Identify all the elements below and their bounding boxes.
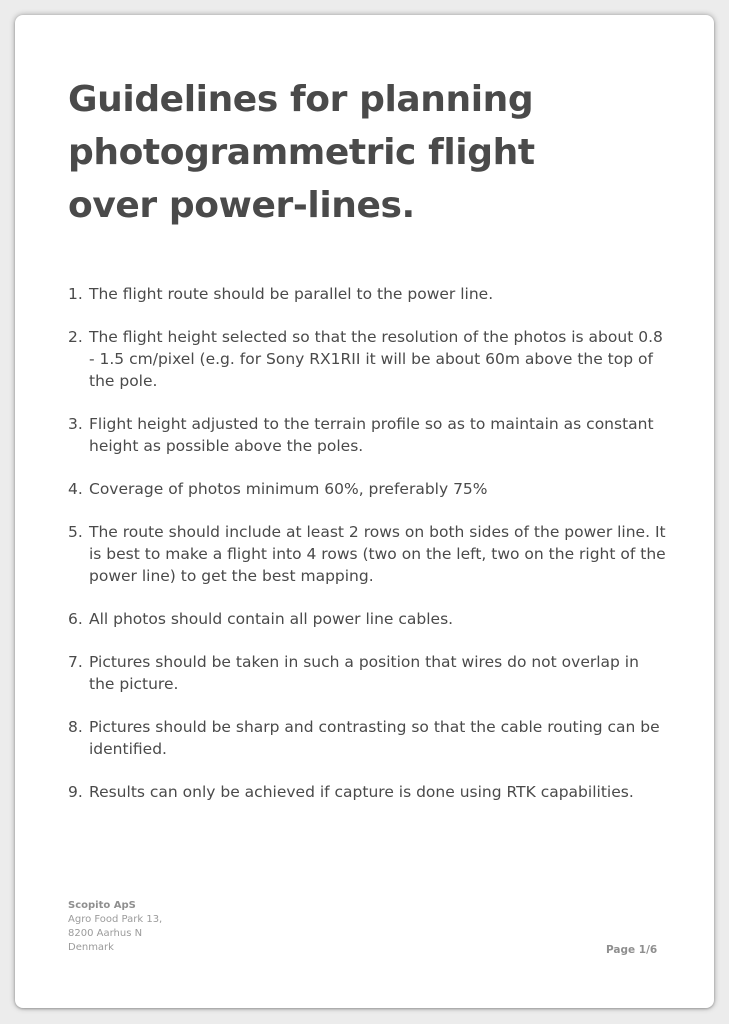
- address-line-1: Agro Food Park 13,: [68, 914, 163, 925]
- page-title: Guidelines for planning photogrammetric flight over power-lines.: [68, 79, 535, 226]
- guideline-number: 4.: [68, 480, 83, 498]
- guideline-text: Flight height adjusted to the terrain profile so as to maintain as constant height as possible above the poles.: [89, 415, 654, 455]
- guideline-5: [68, 521, 668, 587]
- guideline-text: The flight route should be parallel to the power line.: [89, 285, 494, 303]
- address-line-2: 8200 Aarhus N: [68, 928, 143, 939]
- guideline-4: [68, 478, 668, 500]
- guideline-number: 2.: [68, 328, 83, 346]
- company-name: Scopito ApS: [68, 900, 136, 911]
- guideline-text: The route should include at least 2 rows on both sides of the power line. It is best to make a flight into 4 rows (two on the left, two on the right of the power line) to get the best mapping.: [89, 523, 666, 585]
- guideline-number: 9.: [68, 783, 83, 801]
- guideline-number: 3.: [68, 415, 83, 433]
- guideline-2: [68, 326, 668, 392]
- guideline-number: 6.: [68, 610, 83, 628]
- guideline-7: [68, 651, 668, 695]
- guideline-text: Results can only be achieved if capture is done using RTK capabilities.: [89, 783, 634, 801]
- guideline-text: Pictures should be sharp and contrasting so that the cable routing can be identified.: [89, 718, 660, 758]
- guideline-9: [68, 781, 668, 803]
- guideline-number: 7.: [68, 653, 83, 671]
- address-country: Denmark: [68, 942, 114, 953]
- document-page: [15, 15, 714, 1008]
- guideline-text: Pictures should be taken in such a position that wires do not overlap in the picture.: [89, 653, 639, 693]
- guideline-number: 1.: [68, 285, 83, 303]
- guideline-1: [68, 283, 668, 305]
- guideline-text: All photos should contain all power line cables.: [89, 610, 454, 628]
- guideline-8: [68, 716, 668, 760]
- guidelines-list: [68, 283, 668, 824]
- guideline-text: The flight height selected so that the resolution of the photos is about 0.8 - 1.5 cm/pixel (e.g. for Sony RX1RII it will be about 60m above the top of the pole.: [89, 328, 663, 390]
- guideline-number: 5.: [68, 523, 83, 541]
- guideline-text: Coverage of photos minimum 60%, preferably 75%: [89, 480, 488, 498]
- company-footer: [68, 899, 162, 955]
- guideline-6: [68, 608, 668, 630]
- page-number: Page 1/6: [606, 944, 658, 956]
- guideline-number: 8.: [68, 718, 83, 736]
- guideline-3: [68, 413, 668, 457]
